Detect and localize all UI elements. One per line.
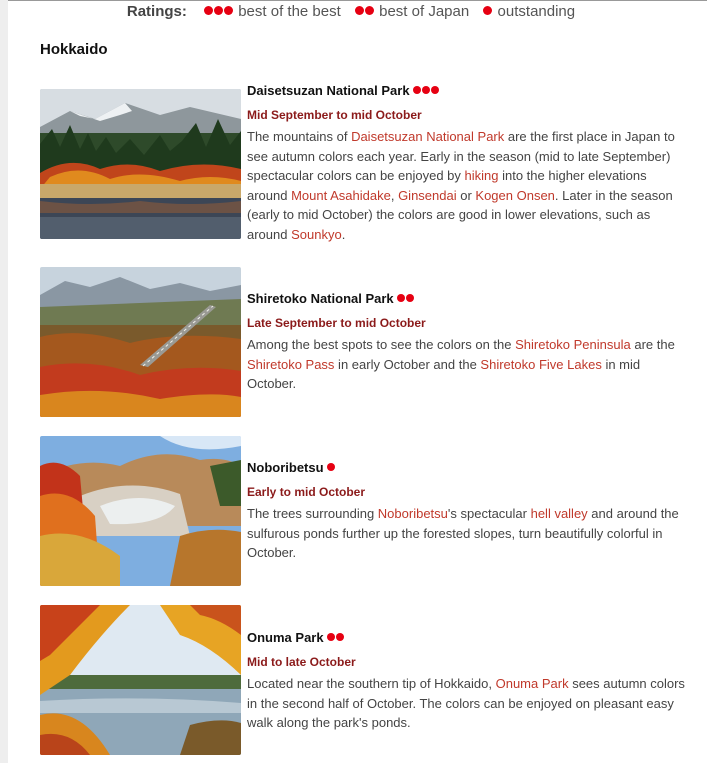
spot-title[interactable]	[247, 82, 687, 100]
spot-description	[247, 504, 687, 563]
spot-info-onuma	[247, 629, 687, 733]
rating-dot-icon	[397, 294, 405, 302]
spot-photo-daisetsuzan[interactable]	[40, 89, 241, 239]
spot-photo-shiretoko[interactable]	[40, 267, 241, 417]
spot-title-text: Shiretoko National Park	[247, 291, 394, 306]
ratings-label: Ratings:	[126, 3, 187, 20]
spot-photo-noboribetsu[interactable]	[40, 436, 241, 586]
spot-title-text: Noboribetsu	[247, 460, 324, 475]
rating-dot-icon	[483, 6, 492, 15]
link-shiretoko-pass[interactable]: Shiretoko Pass	[247, 356, 335, 372]
spot-info-noboribetsu	[247, 459, 687, 563]
link-mount-asahidake[interactable]: Mount Asahidake	[291, 187, 391, 203]
onuma-photo-graphic	[40, 605, 241, 755]
daisetsuzan-photo-graphic	[40, 89, 241, 239]
spot-season: Mid September to mid October	[247, 108, 422, 122]
link-kogen-onsen[interactable]: Kogen Onsen	[475, 187, 555, 203]
desc-text: or	[456, 187, 476, 203]
rating-dot-icon	[327, 633, 335, 641]
rating-two-text: best of Japan	[379, 3, 470, 20]
spot-description	[247, 127, 687, 244]
spot-description	[247, 674, 687, 733]
shiretoko-photo-graphic	[40, 267, 241, 417]
spot-info-shiretoko	[247, 290, 687, 394]
desc-text: are the	[630, 337, 675, 352]
desc-text: . Later in the season (early to mid October) the colors are good in lower elevations, such as around	[247, 187, 673, 242]
desc-text: ,	[390, 187, 399, 203]
spot-title[interactable]	[247, 290, 687, 308]
rating-dot-icon	[365, 6, 374, 15]
spot-title-text: Onuma Park	[247, 630, 324, 645]
rating-three-text: best of the best	[238, 3, 341, 20]
desc-text: Located near the southern tip of Hokkaido,	[247, 676, 496, 691]
rating-dot-icon	[336, 633, 344, 641]
link-onuma-park[interactable]: Onuma Park	[495, 676, 569, 691]
link-ginsendai[interactable]: Ginsendai	[398, 187, 457, 203]
link-shiretoko-peninsula[interactable]: Shiretoko Peninsula	[515, 337, 631, 352]
rating-dot-icon	[214, 6, 223, 15]
desc-text: Among the best spots to see the colors on the	[247, 337, 516, 352]
rating-three-dots	[204, 3, 341, 20]
link-hell-valley[interactable]: hell valley	[530, 506, 588, 521]
spot-title[interactable]	[247, 629, 687, 647]
desc-text: are the first place in Japan to see autumn colors each year. Early in the season (mid to late September) spectacular colors can be enjoyed by	[247, 129, 675, 183]
desc-text: into the higher elevations around	[247, 168, 647, 203]
spot-season: Late September to mid October	[247, 316, 426, 330]
ratings-legend	[0, 3, 707, 20]
rating-dot-icon	[422, 86, 430, 94]
rating-dot-icon	[413, 86, 421, 94]
link-shiretoko-five-lakes[interactable]: Shiretoko Five Lakes	[480, 356, 602, 372]
link-sounkyo[interactable]: Sounkyo	[291, 226, 342, 242]
desc-text: 's spectacular	[447, 506, 531, 521]
rating-dot-icon	[204, 6, 213, 15]
rating-dot-icon	[406, 294, 414, 302]
rating-two-dots	[355, 3, 469, 20]
desc-text: The mountains of	[247, 129, 352, 144]
desc-text: sees autumn colors in the second half of October. The colors can be enjoyed on pleasant easy walk along the park's ponds.	[247, 676, 685, 730]
spot-title[interactable]	[247, 459, 687, 477]
rating-dot-icon	[431, 86, 439, 94]
spot-title-text: Daisetsuzan National Park	[247, 83, 410, 98]
top-divider	[8, 0, 707, 1]
link-noboribetsu[interactable]: Noboribetsu	[377, 506, 448, 521]
desc-text: The trees surrounding	[247, 506, 378, 521]
noboribetsu-photo-graphic	[40, 436, 241, 586]
spot-season: Mid to late October	[247, 655, 356, 669]
spot-description	[247, 335, 687, 394]
spot-info-daisetsuzan	[247, 82, 687, 244]
desc-text: .	[341, 226, 346, 242]
spot-photo-onuma[interactable]	[40, 605, 241, 755]
rating-dot-icon	[355, 6, 364, 15]
link-hiking[interactable]: hiking	[464, 168, 499, 183]
rating-dot-icon	[327, 463, 335, 471]
rating-dot-icon	[224, 6, 233, 15]
rating-one-dot	[483, 3, 575, 20]
rating-one-text: outstanding	[497, 3, 576, 20]
desc-text: and around the sulfurous ponds further up the forested slopes, turn beautifully colorful in October.	[247, 506, 679, 560]
spot-season: Early to mid October	[247, 485, 366, 499]
region-heading: Hokkaido	[40, 41, 108, 58]
left-border	[0, 0, 8, 763]
link-daisetsuzan[interactable]: Daisetsuzan National Park	[351, 129, 505, 144]
desc-text: in mid October.	[247, 356, 641, 391]
desc-text: in early October and the	[334, 356, 481, 372]
